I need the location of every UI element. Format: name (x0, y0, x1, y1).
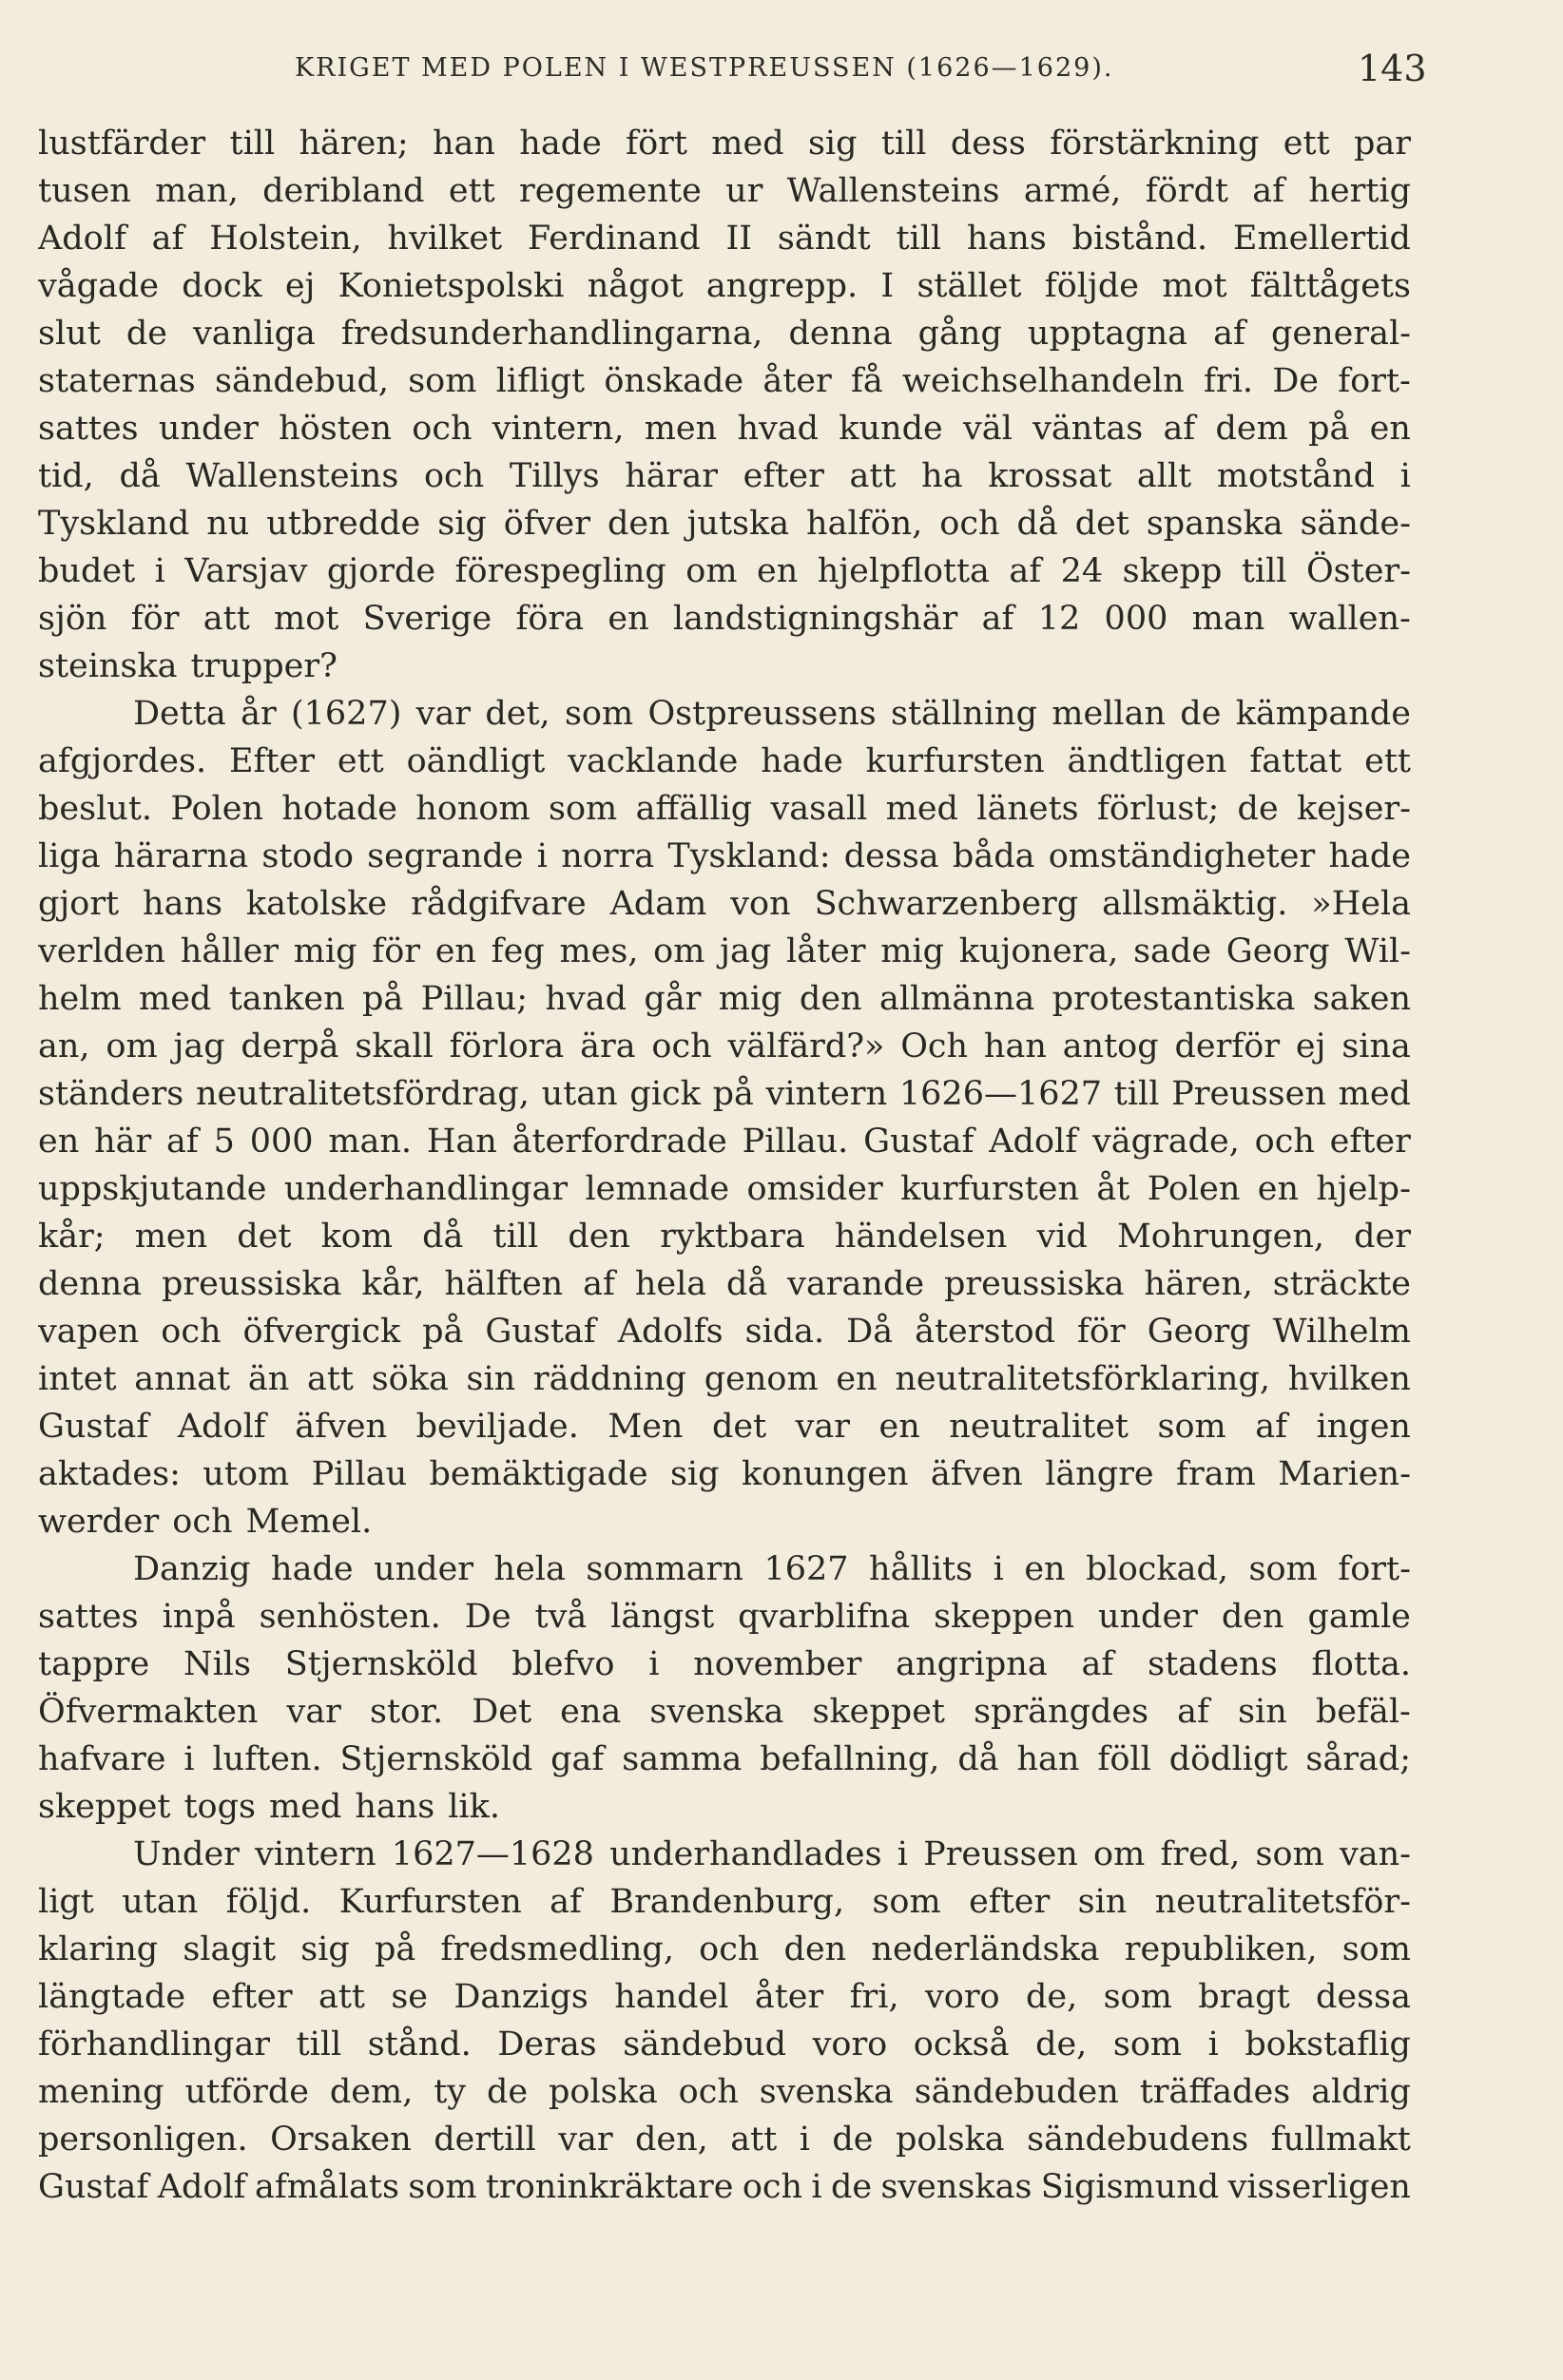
text-line: sattes under hösten och vintern, men hvad kunde väl väntas af dem på en (38, 410, 1411, 448)
text-line: mening utförde dem, ty de polska och svenska sändebuden träffades aldrig (38, 2073, 1411, 2111)
text-line: sjön för att mot Sverige föra en landstigningshär af 12 000 man wallen- (38, 600, 1411, 638)
text-line: Under vintern 1627—1628 underhandlades i Preussen om fred, som van- (133, 1835, 1411, 1873)
text-line: ligt utan följd. Kurfursten af Brandenburg, som efter sin neutralitetsför- (38, 1883, 1411, 1921)
text-line: sattes inpå senhösten. De två längst qvarblifna skeppen under den gamle (38, 1598, 1411, 1636)
text-line: förhandlingar till stånd. Deras sändebud voro också de, som i bokstaflig (38, 2025, 1411, 2063)
body-text (38, 120, 1411, 2211)
text-line: Adolf af Holstein, hvilket Ferdinand II sändt till hans bistånd. Emellertid (38, 220, 1411, 258)
text-line: verlden håller mig för en feg mes, om jag låter mig kujonera, sade Georg Wil- (38, 932, 1411, 970)
text-line: an, om jag derpå skall förlora ära och välfärd?» Och han antog derför ej sina (38, 1027, 1411, 1065)
text-line: Detta år (1627) var det, som Ostpreussens ställning mellan de kämpande (133, 695, 1411, 733)
text-line: Gustaf Adolf afmålats som troninkräktare och i de svenskas Sigismund visserligen (38, 2168, 1411, 2206)
text-line: staternas sändebud, som lifligt önskade åter få weichselhandeln fri. De fort- (38, 362, 1411, 400)
text-line: liga härarna stodo segrande i norra Tyskland: dessa båda omständigheter hade (38, 837, 1411, 875)
page-number: 143 (1358, 48, 1427, 89)
text-line: tappre Nils Stjernsköld blefvo i november angripna af stadens flotta. (38, 1645, 1411, 1683)
text-line: helm med tanken på Pillau; hvad går mig den allmänna protestantiska saken (38, 980, 1411, 1018)
running-title: KRIGET MED POLEN I WESTPREUSSEN (1626—1629). (295, 53, 1114, 83)
text-line: gjort hans katolske rådgifvare Adam von Schwarzenberg allsmäktig. »Hela (38, 885, 1411, 923)
text-line: vapen och öfvergick på Gustaf Adolfs sida. Då återstod för Georg Wilhelm (38, 1313, 1411, 1351)
text-line: klaring slagit sig på fredsmedling, och den nederländska republiken, som (38, 1930, 1411, 1968)
text-line: beslut. Polen hotade honom som affällig vasall med länets förlust; de kejser- (38, 790, 1411, 828)
text-line: kår; men det kom då till den ryktbara händelsen vid Mohrungen, der (38, 1218, 1411, 1256)
text-line: steinska trupper? (38, 647, 338, 685)
text-line: uppskjutande underhandlingar lemnade omsider kurfursten åt Polen en hjelp- (38, 1170, 1411, 1208)
text-line: tid, då Wallensteins och Tillys härar efter att ha krossat allt motstånd i (38, 457, 1411, 495)
text-line: aktades: utom Pillau bemäktigade sig konungen äfven längre fram Marien- (38, 1455, 1411, 1493)
text-line: skeppet togs med hans lik. (38, 1788, 500, 1826)
text-line: tusen man, deribland ett regemente ur Wallensteins armé, fördt af hertig (38, 172, 1411, 210)
text-line: slut de vanliga fredsunderhandlingarna, denna gång upptagna af general- (38, 315, 1411, 353)
text-line: lustfärder till hären; han hade fört med sig till dess förstärkning ett par (38, 125, 1411, 163)
text-line: en här af 5 000 man. Han återfordrade Pillau. Gustaf Adolf vägrade, och efter (38, 1123, 1411, 1161)
text-line: hafvare i luften. Stjernsköld gaf samma befallning, då han föll dödligt sårad; (38, 1740, 1411, 1778)
text-line: Gustaf Adolf äfven beviljade. Men det var en neutralitet som af ingen (38, 1408, 1411, 1446)
text-line: Tyskland nu utbredde sig öfver den jutska halfön, och då det spanska sände- (38, 505, 1411, 543)
text-line: personligen. Orsaken dertill var den, att i de polska sändebudens fullmakt (38, 2121, 1411, 2159)
text-line: Öfvermakten var stor. Det ena svenska skeppet sprängdes af sin befäl- (38, 1693, 1411, 1731)
text-line: afgjordes. Efter ett oändligt vacklande hade kurfursten ändtligen fattat ett (38, 742, 1411, 780)
text-line: Danzig hade under hela sommarn 1627 hållits i en blockad, som fort- (133, 1550, 1411, 1588)
text-line: vågade dock ej Konietspolski något angrepp. I stället följde mot fälttågets (38, 267, 1411, 305)
text-line: denna preussiska kår, hälften af hela då varande preussiska hären, sträckte (38, 1265, 1411, 1303)
text-line: werder och Memel. (38, 1503, 373, 1541)
text-line: intet annat än att söka sin räddning genom en neutralitetsförklaring, hvilken (38, 1360, 1411, 1398)
text-line: ständers neutralitetsfördrag, utan gick på vintern 1626—1627 till Preussen med (38, 1075, 1411, 1113)
text-line: längtade efter att se Danzigs handel åter fri, voro de, som bragt dessa (38, 1978, 1411, 2016)
text-line: budet i Varsjav gjorde förespegling om en hjelpflotta af 24 skepp till Öster- (38, 552, 1411, 590)
